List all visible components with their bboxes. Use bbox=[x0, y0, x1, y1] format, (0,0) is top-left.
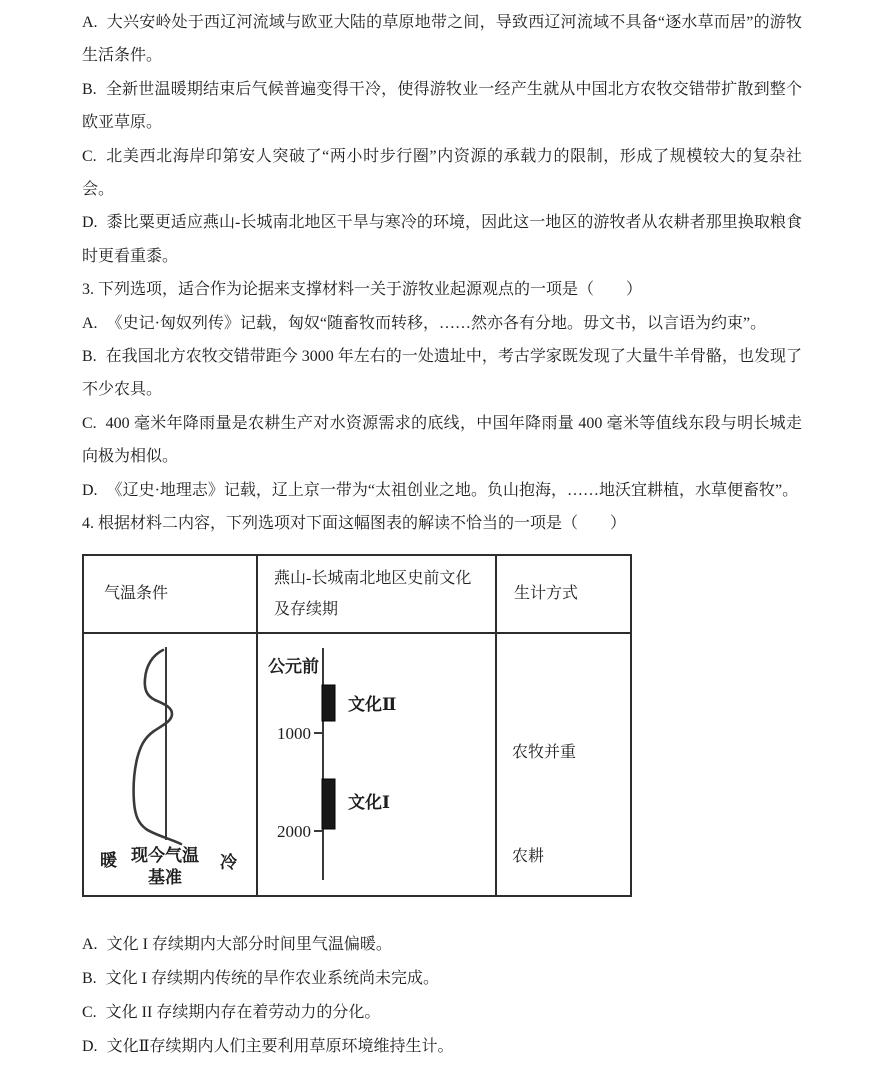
q2-option-c bbox=[82, 140, 802, 207]
warm-label: 暖 bbox=[100, 850, 117, 870]
header-text: 燕山-长城南北地区史前文化及存续期 bbox=[274, 569, 472, 618]
option-label: C. bbox=[82, 1003, 97, 1021]
option-label: A. bbox=[82, 14, 98, 31]
livelihood-cell bbox=[497, 634, 630, 895]
option-text: 文化Ⅱ存续期内人们主要利用草原环境维持生计。 bbox=[106, 1038, 454, 1056]
table-header-livelihood bbox=[497, 556, 630, 634]
temperature-curve-cell bbox=[84, 634, 258, 895]
q3-option-c bbox=[82, 407, 802, 474]
q4-table bbox=[82, 554, 632, 897]
temperature-curve-diagram bbox=[84, 634, 254, 895]
option-label: A. bbox=[82, 935, 98, 953]
q3-option-a bbox=[82, 307, 802, 340]
option-label: A. bbox=[82, 314, 98, 332]
option-text: 黍比粟更适应燕山-长城南北地区干旱与寒冷的环境，因此这一地区的游牧者从农耕者那里换取粮食时更看重黍。 bbox=[82, 214, 802, 265]
q4-option-a bbox=[82, 928, 802, 962]
option-text: 文化 I 存续期内传统的旱作农业系统尚未完成。 bbox=[105, 969, 440, 987]
header-text: 气温条件 bbox=[104, 585, 169, 602]
culture1-period-bar bbox=[322, 779, 335, 829]
q4-options bbox=[82, 928, 802, 1065]
option-label: B. bbox=[82, 348, 97, 366]
culture-timeline-diagram bbox=[258, 634, 493, 895]
cold-label: 冷 bbox=[220, 852, 237, 872]
table-header-temperature bbox=[84, 556, 258, 634]
option-text: 《史记·匈奴列传》记载，匈奴“随畜牧而转移，……然亦各有分地。毋文书，以言语为约束”。 bbox=[106, 314, 767, 332]
header-text: 生计方式 bbox=[514, 585, 579, 602]
q4-option-b bbox=[82, 962, 802, 996]
option-label: C. bbox=[82, 147, 97, 165]
culture1-label: 文化Ⅰ bbox=[348, 792, 390, 812]
temperature-curve bbox=[134, 650, 181, 844]
q3-option-b bbox=[82, 340, 802, 407]
culture2-period-bar bbox=[322, 685, 335, 721]
option-label: B. bbox=[82, 969, 97, 987]
option-text: 全新世温暖期结束后气候普遍变得干冷，使得游牧业一经产生就从中国北方农牧交错带扩散到整个欧亚草原。 bbox=[82, 80, 802, 132]
option-text: 400 毫米年降雨量是农耕生产对水资源需求的底线，中国年降雨量 400 毫米等值线东段与明长城走向极为相似。 bbox=[82, 414, 802, 466]
q3-stem: 3. 下列选项，适合作为论据来支撑材料一关于游牧业起源观点的一项是（ ） bbox=[82, 281, 643, 299]
tick-1000-label: 1000 bbox=[277, 723, 311, 743]
culture2-label: 文化Ⅱ bbox=[348, 694, 397, 714]
option-text: 在我国北方农牧交错带距今 3000 年左右的一处遗址中，考古学家既发现了大量牛羊骨骼，也发现了不少农具。 bbox=[82, 348, 802, 399]
option-label: D. bbox=[82, 1038, 98, 1056]
option-label: D. bbox=[82, 481, 98, 499]
livelihood-row2: 农耕 bbox=[512, 847, 545, 865]
option-label: B. bbox=[82, 80, 97, 98]
era-label: 公元前 bbox=[268, 656, 319, 676]
q4-option-d bbox=[82, 1030, 802, 1064]
baseline-label-line1: 现今气温 bbox=[131, 845, 199, 865]
q4-option-c bbox=[82, 996, 802, 1030]
option-text: 北美西北海岸印第安人突破了“两小时步行圈”内资源的承载力的限制，形成了规模较大的复杂社会。 bbox=[82, 147, 802, 199]
tick-2000-label: 2000 bbox=[277, 821, 311, 841]
option-label: D. bbox=[82, 214, 98, 232]
livelihood-row1: 农牧并重 bbox=[512, 743, 577, 761]
q2-option-a bbox=[82, 6, 802, 73]
q2-option-d bbox=[82, 206, 802, 273]
option-label: C. bbox=[82, 414, 97, 432]
table-header-culture bbox=[258, 556, 497, 634]
option-text: 《辽史·地理志》记载，辽上京一带为“太祖创业之地。负山抱海，……地沃宜耕植，水草便畜牧”。 bbox=[106, 481, 799, 499]
q4-stem: 4. 根据材料二内容，下列选项对下面这幅图表的解读不恰当的一项是（ ） bbox=[82, 515, 627, 533]
q3-option-d bbox=[82, 474, 802, 507]
q2-option-b bbox=[82, 73, 802, 140]
culture-timeline-cell bbox=[258, 634, 497, 895]
option-text: 大兴安岭处于西辽河流域与欧亚大陆的草原地带之间，导致西辽河流域不具备“逐水草而居”的游牧生活条件。 bbox=[82, 14, 802, 65]
baseline-label-line2: 基准 bbox=[148, 867, 182, 887]
option-text: 文化 II 存续期内存在着劳动力的分化。 bbox=[105, 1003, 381, 1021]
option-text: 文化 I 存续期内大部分时间里气温偏暖。 bbox=[106, 935, 392, 953]
